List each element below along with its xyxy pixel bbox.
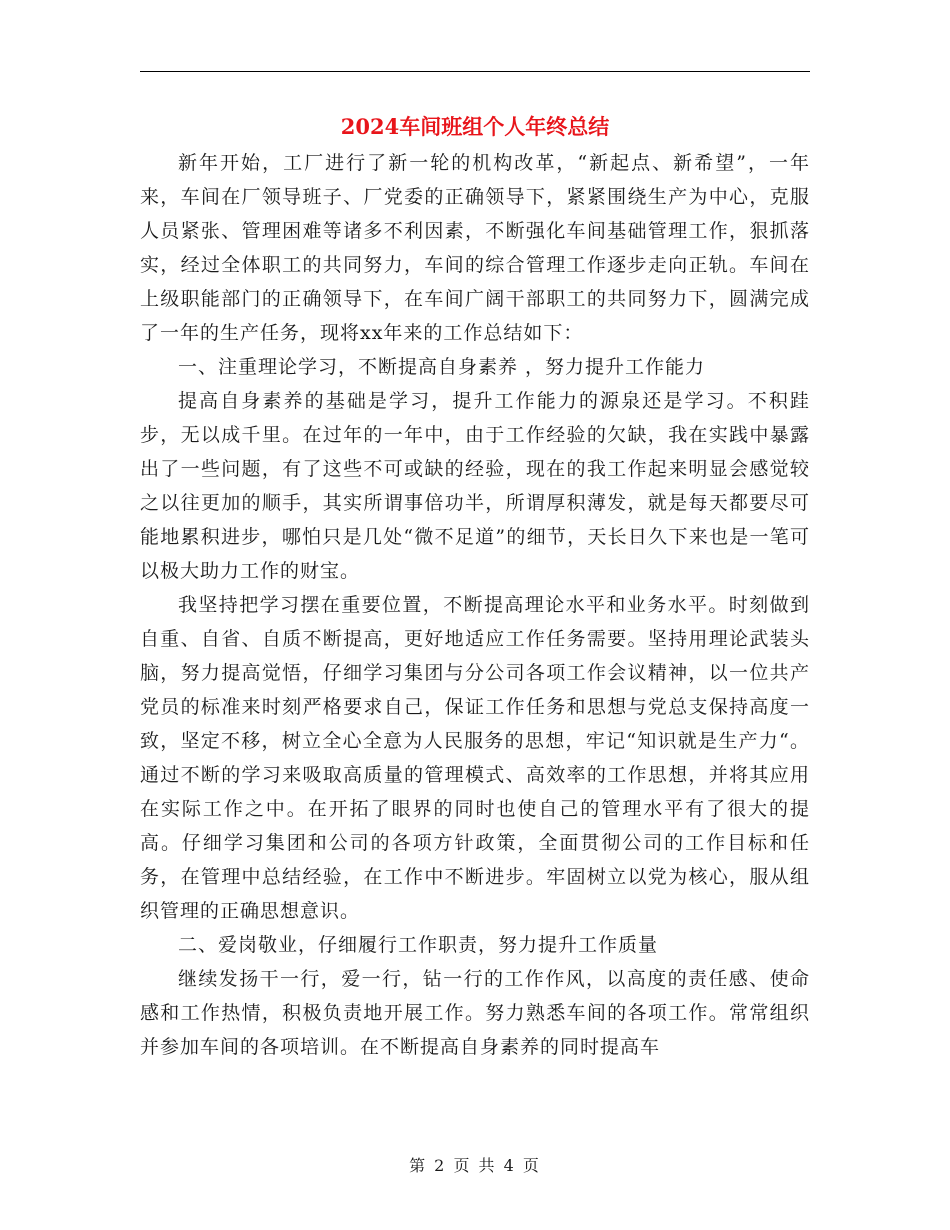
section-heading-2: 二、爱岗敬业，仔细履行工作职责，努力提升工作质量 [178, 934, 659, 956]
header-rule [140, 71, 810, 72]
intro-paragraph: 新年开始，工厂进行了新一轮的机构改革，“新起点、新希望”，一年来，车间在厂领导班子、厂党委的正确领导下，紧紧围绕生产为中心，克服人员紧张、管理困难等诸多不利因素，不断强化车间基础管理工作，狠抓落实，经过全体职工的共同努力，车间的综合管理工作逐步走向正轨。车间在上级职能部门的正确领导下，在车间广阔干部职工的共同努力下，圆满完成了一年的生产任务，现将xx年来的工作总结如下： [140, 152, 810, 344]
body-paragraph: 我坚持把学习摆在重要位置，不断提高理论水平和业务水平。时刻做到自重、自省、自质不断提高，更好地适应工作任务需要。坚持用理论武装头脑，努力提高觉悟，仔细学习集团与分公司各项工作会议精神，以一位共产党员的标准来时刻严格要求自己，保证工作任务和思想与党总支保持高度一致，坚定不移，树立全心全意为人民服务的思想，牢记“知识就是生产力“。通过不断的学习来吸取高质量的管理模式、高效率的工作思想，并将其应用在实际工作之中。在开拓了眼界的同时也使自己的管理水平有了很大的提高。仔细学习集团和公司的各项方针政策，全面贯彻公司的工作目标和任务，在管理中总结经验，在工作中不断进步。牢固树立以党为核心，服从组织管理的正确思想意识。 [140, 594, 810, 922]
body-paragraph: 提高自身素养的基础是学习，提升工作能力的源泉还是学习。不积跬步，无以成千里。在过年的一年中，由于工作经验的欠缺，我在实践中暴露出了一些问题，有了这些不可或缺的经验，现在的我工作起来明显会感觉较之以往更加的顺手，其实所谓事倍功半，所谓厚积薄发，就是每天都要尽可能地累积进步，哪怕只是几处“微不足道”的细节，天长日久下来也是一笔可以极大助力工作的财宝。 [140, 390, 810, 582]
page-number: 第 2 页 共 4 页 [409, 1156, 541, 1175]
body-paragraph: 继续发扬干一行，爱一行，钻一行的工作作风，以高度的责任感、使命感和工作热情，积极负责地开展工作。努力熟悉车间的各项工作。常常组织并参加车间的各项培训。在不断提高自身素养的同时提高车 [140, 968, 810, 1058]
document-title: 2024车间班组个人年终总结 [340, 114, 610, 139]
document-body [140, 146, 810, 1064]
section-heading-1: 一、注重理论学习，不断提高自身素养 ，努力提升工作能力 [178, 356, 706, 378]
